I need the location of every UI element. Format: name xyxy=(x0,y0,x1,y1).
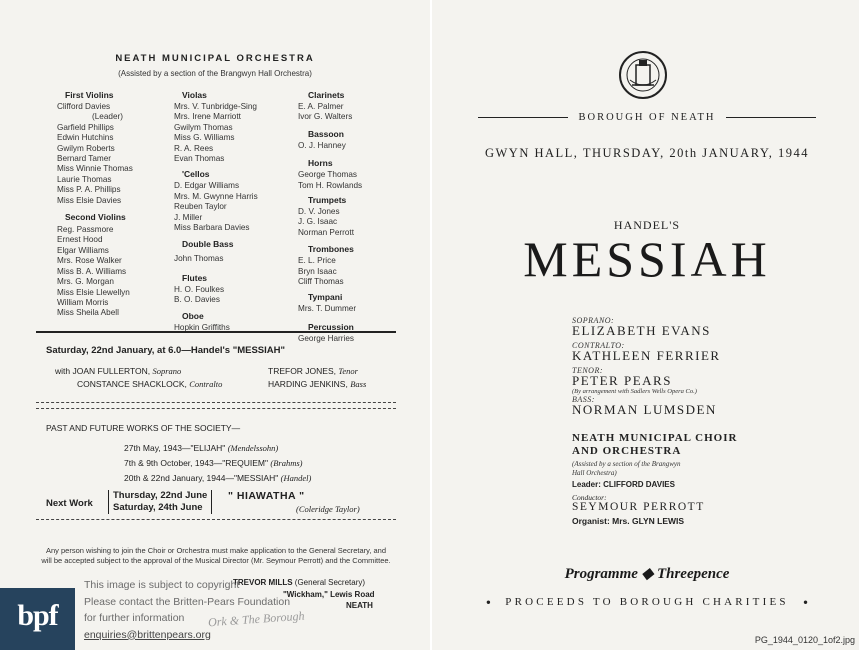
soloist-role: Contralto xyxy=(189,379,223,389)
orchestra-subtitle: (Assisted by a section of the Brangwyn Hall Orchestra) xyxy=(118,69,312,78)
soloist-role: Soprano xyxy=(152,366,182,376)
player-name: Miss P. A. Phillips xyxy=(57,185,121,195)
player-name: Ivor G. Walters xyxy=(298,112,353,122)
player-name: Mrs. G. Morgan xyxy=(57,277,114,287)
programme-price: Programme ◆ Threepence xyxy=(564,566,730,582)
secretary-address: "Wickham," Lewis Road xyxy=(283,590,375,599)
soloist-name: JOAN FULLERTON, xyxy=(72,366,151,376)
player-name: Miss B. A. Williams xyxy=(57,266,127,276)
archive-reference: PG_1944_0120_1of2.jpg xyxy=(754,635,855,645)
player-name: B. O. Davies xyxy=(174,295,220,305)
player-name: Mrs. Rose Walker xyxy=(57,256,122,266)
player-name: Elgar Williams xyxy=(57,245,109,255)
section-heading: Trombones xyxy=(308,244,354,255)
section-heading: Double Bass xyxy=(182,239,234,250)
player-name: Clifford Davies xyxy=(57,102,111,111)
player-name: E. L. Price xyxy=(298,256,336,266)
player-name: Hopkin Griffiths xyxy=(174,322,230,332)
section-heading: Percussion xyxy=(308,321,354,332)
player-name: Mrs. T. Dummer xyxy=(298,304,357,314)
join-notice: Any person wishing to join the Choir or Orchestra must make application to the General Secretary, and will be accepted subject to the approval of the Musical Director (Mr. Seymour Perrott) and the Committee. xyxy=(41,546,391,565)
player-name: Miss Barbara Davies xyxy=(174,223,250,233)
conductor-name: SEYMOUR PERROTT xyxy=(572,501,705,513)
soloist-name: KATHLEEN FERRIER xyxy=(572,348,721,363)
next-date: Saturday, 24th June xyxy=(113,502,203,513)
work-composer: (Mendelssohn) xyxy=(227,443,279,453)
player-name: J. Miller xyxy=(174,212,203,222)
player-name: Miss Sheila Abell xyxy=(57,308,119,318)
borough-seal-icon xyxy=(618,50,668,100)
orchestra-title: NEATH MUNICIPAL ORCHESTRA xyxy=(115,53,315,64)
player-name: (Leader) xyxy=(92,112,123,122)
player-name: Garfield Phillips xyxy=(57,122,114,132)
voice-label: SOPRANO: xyxy=(572,316,615,325)
next-date: Thursday, 22nd June xyxy=(113,490,208,501)
work-title: MESSIAH xyxy=(523,231,771,287)
player-name: William Morris xyxy=(57,297,109,307)
work-composer: (Handel) xyxy=(280,473,312,483)
section-heading: Bassoon xyxy=(308,128,344,139)
section-heading: Horns xyxy=(308,158,333,169)
section-heading: Clarinets xyxy=(308,90,345,100)
player-name: R. A. Rees xyxy=(174,143,214,153)
work-title: 7th & 9th October, 1943—"REQUIEM" xyxy=(124,458,268,468)
section-heading: First Violins xyxy=(65,90,114,100)
player-name: Reuben Taylor xyxy=(174,202,227,212)
section-heading: Violas xyxy=(182,90,207,100)
banner-rule xyxy=(478,117,568,118)
player-name: H. O. Foulkes xyxy=(174,284,225,294)
voice-label: BASS: xyxy=(572,395,595,404)
right-cover-page xyxy=(432,0,859,650)
dashed-rule xyxy=(36,408,396,409)
soloist-line xyxy=(268,366,358,376)
soloist-name: HARDING JENKINS, xyxy=(268,379,348,389)
section-heading: Trumpets xyxy=(308,195,347,206)
tenor-note: (By arrangement with Sadlers Wells Opera Co.) xyxy=(572,388,697,395)
player-name: Miss Elsie Davies xyxy=(57,195,122,205)
copyright-line: for further information xyxy=(84,612,185,624)
organist: Organist: Mrs. GLYN LEWIS xyxy=(572,516,685,526)
past-works-heading: PAST AND FUTURE WORKS OF THE SOCIETY— xyxy=(46,423,241,433)
choir-note: Hall Orchestra) xyxy=(572,469,617,477)
borough-banner xyxy=(432,109,859,127)
player-name: E. A. Palmer xyxy=(298,102,344,111)
player-name: Miss G. Williams xyxy=(174,133,235,143)
player-name: George Harries xyxy=(298,333,354,343)
player-name: George Thomas xyxy=(298,170,358,180)
roster-column-2 xyxy=(174,90,294,333)
player-name: Bryn Isaac xyxy=(298,266,337,276)
past-work-item xyxy=(124,458,302,468)
secretary-town: NEATH xyxy=(346,601,373,610)
dashed-rule xyxy=(36,519,396,520)
dashed-rule xyxy=(36,402,396,403)
saturday-heading: Saturday, 22nd January, at 6.0—Handel's "MESSIAH" xyxy=(46,345,285,356)
player-name: Tom H. Rowlands xyxy=(298,180,363,190)
bullet-icon: ● xyxy=(486,597,491,607)
proceeds-text: PROCEEDS TO BOROUGH CHARITIES xyxy=(505,595,789,608)
soloist-name: PETER PEARS xyxy=(572,373,672,388)
pencil-annotation: Ork & The Borough xyxy=(207,608,305,630)
work-title: 27th May, 1943—"ELIJAH" xyxy=(124,443,226,453)
player-name: Reg. Passmore xyxy=(57,225,114,235)
player-name: D. Edgar Williams xyxy=(174,181,240,191)
player-name: Gwilym Thomas xyxy=(174,122,233,132)
player-name: Laurie Thomas xyxy=(57,174,112,184)
player-name: Ernest Hood xyxy=(57,235,103,245)
choir-name: AND ORCHESTRA xyxy=(572,445,682,457)
past-work-item xyxy=(124,473,311,483)
copyright-notice xyxy=(84,577,290,643)
soloists-block xyxy=(572,316,852,418)
player-name: D. V. Jones xyxy=(298,207,340,217)
work-composer: (Brahms) xyxy=(270,458,303,468)
copyright-line: Please contact the Britten-Pears Foundation xyxy=(84,595,291,608)
section-heading: Tympani xyxy=(308,292,343,303)
bpf-logo xyxy=(0,588,75,650)
work-title: 20th & 22nd January, 1944—"MESSIAH" xyxy=(124,473,279,483)
voice-label: TENOR: xyxy=(572,366,603,375)
divider-rule xyxy=(36,331,396,333)
roster-column-3 xyxy=(298,90,408,344)
choir-name: NEATH MUNICIPAL CHOIR xyxy=(572,432,738,444)
next-work-dates xyxy=(108,490,212,514)
soloist-line xyxy=(268,379,366,389)
player-name: Mrs. Irene Marriott xyxy=(174,112,241,122)
next-work-label: Next Work xyxy=(46,498,93,509)
copyright-line: This image is subject to copyright xyxy=(84,579,240,591)
section-heading: Oboe xyxy=(182,310,204,321)
soloist-name: CONSTANCE SHACKLOCK, xyxy=(77,379,187,389)
player-name: Cliff Thomas xyxy=(298,277,344,287)
choir-note: (Assisted by a section of the Brangwyn xyxy=(572,460,681,468)
soloist-name: TREFOR JONES, xyxy=(268,366,337,376)
section-heading: 'Cellos xyxy=(182,169,210,180)
soloist-name: ELIZABETH EVANS xyxy=(572,323,711,338)
soloist-name: NORMAN LUMSDEN xyxy=(572,402,717,417)
player-name: Mrs. V. Tunbridge-Sing xyxy=(174,102,257,111)
orchestra-leader: Leader: CLIFFORD DAVIES xyxy=(572,480,675,489)
next-work-composer: (Coleridge Taylor) xyxy=(296,504,360,514)
player-name: Miss Elsie Llewellyn xyxy=(57,287,130,297)
choir-block xyxy=(572,432,852,526)
roster-column-1 xyxy=(57,90,167,319)
next-work-title: " HIAWATHA " xyxy=(228,490,305,502)
player-name: Gwilym Roberts xyxy=(57,143,115,153)
soloist-line xyxy=(77,379,222,389)
player-name: O. J. Hanney xyxy=(298,140,346,150)
banner-rule xyxy=(726,117,816,118)
bpf-logo-text: bpf xyxy=(17,599,58,632)
contact-email-link[interactable]: enquiries@brittenpears.org xyxy=(84,628,211,641)
venue-date: GWYN HALL, THURSDAY, 20th JANUARY, 1944 xyxy=(484,146,810,160)
player-name: Miss Winnie Thomas xyxy=(57,164,133,174)
player-name: J. G. Isaac xyxy=(298,217,338,227)
player-name: Evan Thomas xyxy=(174,154,225,164)
player-name: John Thomas xyxy=(174,254,224,264)
voice-label: CONTRALTO: xyxy=(572,341,625,350)
soloist-line xyxy=(55,366,181,376)
soloist-role: Bass xyxy=(350,379,367,389)
proceeds-line xyxy=(432,593,859,611)
player-name: Edwin Hutchins xyxy=(57,133,114,143)
player-name: Norman Perrott xyxy=(298,227,354,237)
section-heading: Flutes xyxy=(182,272,208,283)
borough-name: BOROUGH OF NEATH xyxy=(578,112,716,124)
soloist-role: Tenor xyxy=(338,366,358,376)
with-label: with xyxy=(55,366,71,376)
bullet-icon: ● xyxy=(803,597,808,607)
player-name: Bernard Tamer xyxy=(57,154,112,164)
secretary-name-text: TREVOR MILLS xyxy=(233,578,293,587)
player-name: Mrs. M. Gwynne Harris xyxy=(174,191,258,201)
past-work-item xyxy=(124,443,278,453)
conductor-label: Conductor: xyxy=(572,493,607,502)
section-heading: Second Violins xyxy=(65,212,126,223)
secretary-role: (General Secretary) xyxy=(294,578,366,587)
composer-label: HANDEL'S xyxy=(613,218,681,232)
